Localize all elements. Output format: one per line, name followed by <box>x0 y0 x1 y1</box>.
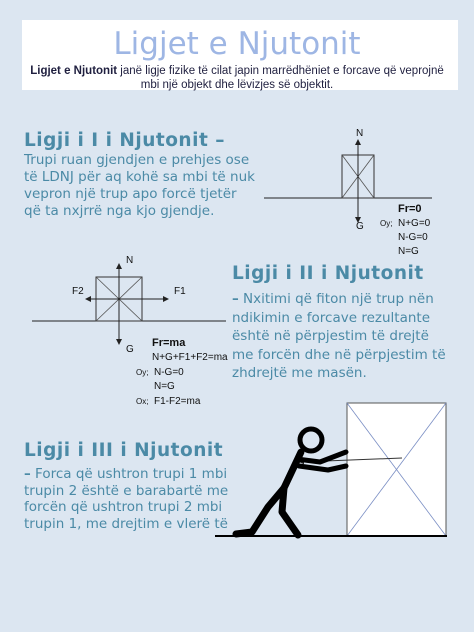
law2-eq3: N=G <box>154 381 175 392</box>
law3-text-body: Forca që ushtron trupi 1 mbi trupin 2 është e barabartë me forcën që ushtron trupi 2 mbi trupin 1, me drejtim e vlerë të <box>24 466 229 532</box>
law1-eq3: N=G <box>398 246 419 257</box>
law3-dash: – <box>24 466 31 482</box>
law1-heading-text: Ligji i I i Njutonit <box>24 130 209 151</box>
law2-diagram <box>32 255 228 407</box>
law2-f1-label: F1 <box>174 286 186 297</box>
law2-dash: – <box>232 291 239 307</box>
law3-heading: Ligji i III i Njutonit <box>24 440 224 461</box>
law1-oy: Oy; <box>380 219 393 228</box>
law1-g-label: G <box>356 221 364 232</box>
figure-leg <box>236 488 284 534</box>
law1-n-label: N <box>356 128 364 139</box>
law1-text: Trupi ruan gjendjen e prehjes ose të LDNJ për aq kohë sa mbi të nuk vepron një trup apo forcë tjetër që ta nxjrrë nga kjo gjendje. <box>24 152 255 219</box>
law1-eq2: N-G=0 <box>398 232 428 243</box>
law1-dash: – <box>208 130 225 151</box>
figure-head <box>300 429 322 451</box>
law2-fr: Fr=ma <box>152 337 186 349</box>
intro-bold: Ligjet e Njutonit <box>30 65 118 77</box>
law2-text-body: Nxitimi që fiton një trup nën ndikimin e forcave rezultante është në përpjestim të drejtë me forcën dhe në përpjestim të zhdrejtë me masën. <box>232 291 446 381</box>
figure-arm <box>299 466 346 470</box>
law2-ox: Ox; <box>136 397 149 406</box>
intro-text: janë ligje fizike të cilat japin marrëdhëniet e forcave që veprojnë mbi një objekt dhe lëvizjes së objektit. <box>117 65 444 91</box>
law2-eq4: F1-F2=ma <box>154 396 201 407</box>
law2-n-label: N <box>126 255 134 266</box>
law1-eq1: N+G=0 <box>398 218 431 229</box>
stick-figure <box>236 429 346 535</box>
law2-oy: Oy; <box>136 368 149 377</box>
figure-leg <box>282 488 298 535</box>
law2-eq1: N+G+F1+F2=ma <box>152 352 228 363</box>
law2-f2-label: F2 <box>72 286 84 297</box>
page-title: Ligjet e Njutonit <box>113 26 361 62</box>
law2-eq2: N-G=0 <box>154 367 184 378</box>
law1-diagram <box>264 128 432 257</box>
law2-g-label: G <box>126 344 134 355</box>
law2-heading: Ligji i II i Njutonit <box>232 263 424 284</box>
law1-fr: Fr=0 <box>398 203 422 215</box>
law3-illustration <box>215 403 447 536</box>
